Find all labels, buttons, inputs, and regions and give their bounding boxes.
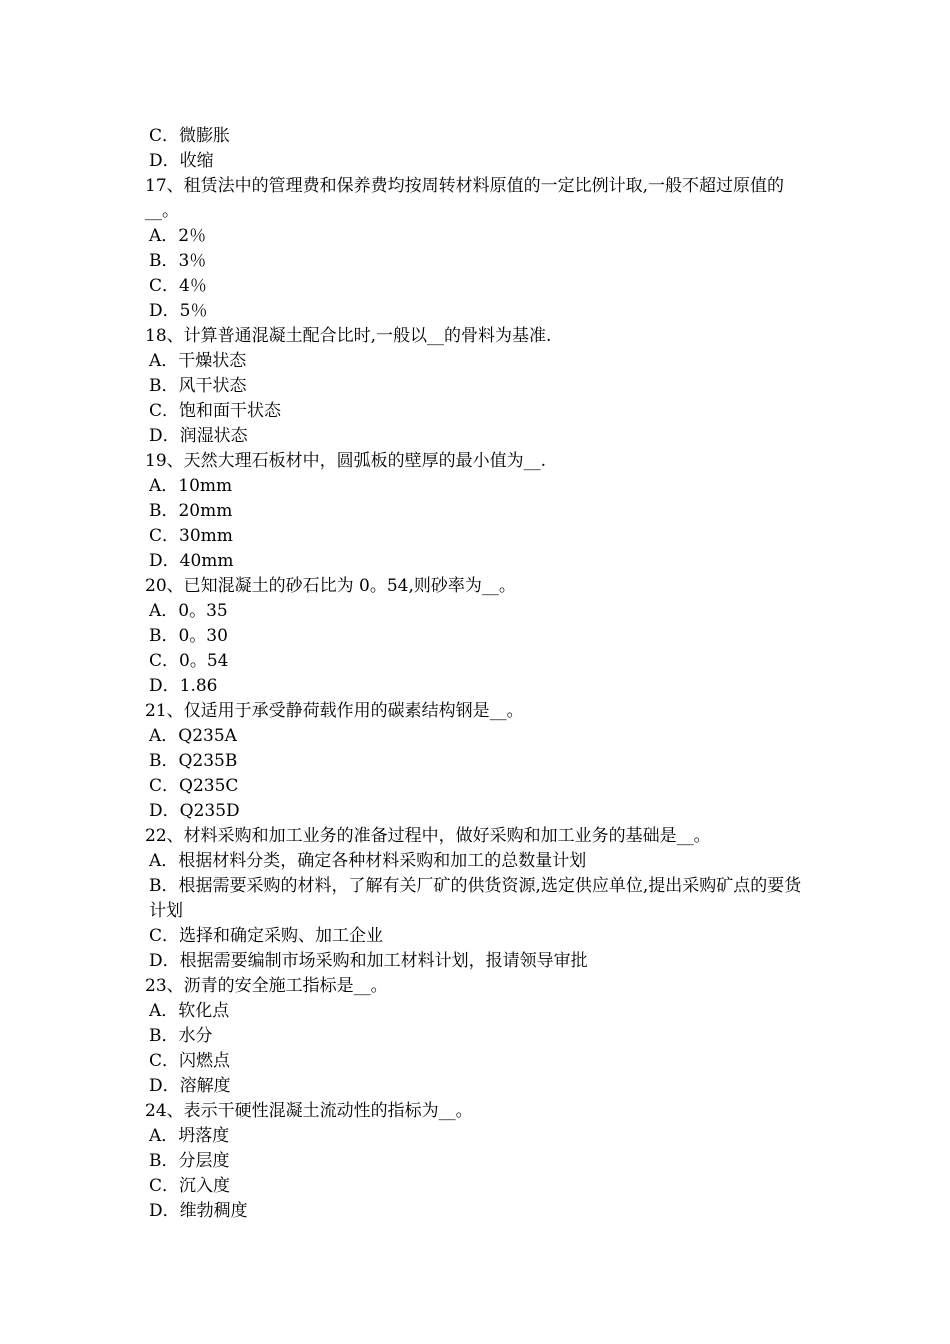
option-line: B．风干状态 <box>149 376 247 396</box>
option-line: A．2％ <box>149 226 207 246</box>
option-line: D．40mm <box>149 551 234 571</box>
question-21: 21、仅适用于承受静荷载作用的碳素结构钢是__。 <box>145 701 524 721</box>
option-line: C．沉入度 <box>149 1176 231 1196</box>
option-line: D．维勃稠度 <box>149 1201 248 1221</box>
option-line: D．根据需要编制市场采购和加工材料计划，报请领导审批 <box>149 951 588 971</box>
question-text: 17、租赁法中的管理费和保养费均按周转材料原值的一定比例计取,一般不超过原值的__。 <box>145 176 785 221</box>
option-line: C．0。54 <box>149 651 229 671</box>
option-line: C．4％ <box>149 276 207 296</box>
option-line: C．选择和确定采购、加工企业 <box>149 926 384 946</box>
option-line: B．Q235B <box>149 751 238 771</box>
option-line: C．闪燃点 <box>149 1051 231 1071</box>
question-22: 22、材料采购和加工业务的准备过程中，做好采购和加工业务的基础是__。 <box>145 826 711 846</box>
option-line: A．干燥状态 <box>149 351 247 371</box>
document-page <box>145 124 815 1224</box>
option-line: A．根据材料分类，确定各种材料采购和加工的总数量计划 <box>149 851 587 871</box>
option-line: D．溶解度 <box>149 1076 231 1096</box>
option-line: A．Q235A <box>149 726 237 746</box>
option-line: D．1.86 <box>149 676 218 696</box>
option-line: D．润湿状态 <box>149 426 248 446</box>
option-line: D．5％ <box>149 301 208 321</box>
question-20: 20、已知混凝土的砂石比为 0。54,则砂率为__。 <box>145 576 516 596</box>
question-19: 19、天然大理石板材中，圆弧板的壁厚的最小值为__. <box>145 451 547 471</box>
option-line: C．30mm <box>149 526 233 546</box>
option-line: B．20mm <box>149 501 233 521</box>
option-line: A．坍落度 <box>149 1126 230 1146</box>
question-17 <box>145 174 815 224</box>
option-line: B．3％ <box>149 251 207 271</box>
option-line: A．10mm <box>149 476 233 496</box>
question-18: 18、计算普通混凝土配合比时,一般以__的骨料为基准. <box>145 326 552 346</box>
option-line: A．0。35 <box>149 601 228 621</box>
option-line: C．微膨胀 <box>149 126 231 146</box>
option-line: B．0。30 <box>149 626 228 646</box>
option-line-wrapped: B．根据需要采购的材料，了解有关厂矿的供货资源,选定供应单位,提出采购矿点的要货计划 <box>149 876 802 921</box>
question-23: 23、沥青的安全施工指标是__。 <box>145 976 388 996</box>
question-24: 24、表示干硬性混凝土流动性的指标为__。 <box>145 1101 473 1121</box>
option-line: C．Q235C <box>149 776 239 796</box>
option-line: A．软化点 <box>149 1001 230 1021</box>
option-line: D．Q235D <box>149 801 240 821</box>
option-line: D．收缩 <box>149 151 214 171</box>
option-line: B．分层度 <box>149 1151 230 1171</box>
option-line: B．水分 <box>149 1026 213 1046</box>
option-line: C．饱和面干状态 <box>149 401 282 421</box>
